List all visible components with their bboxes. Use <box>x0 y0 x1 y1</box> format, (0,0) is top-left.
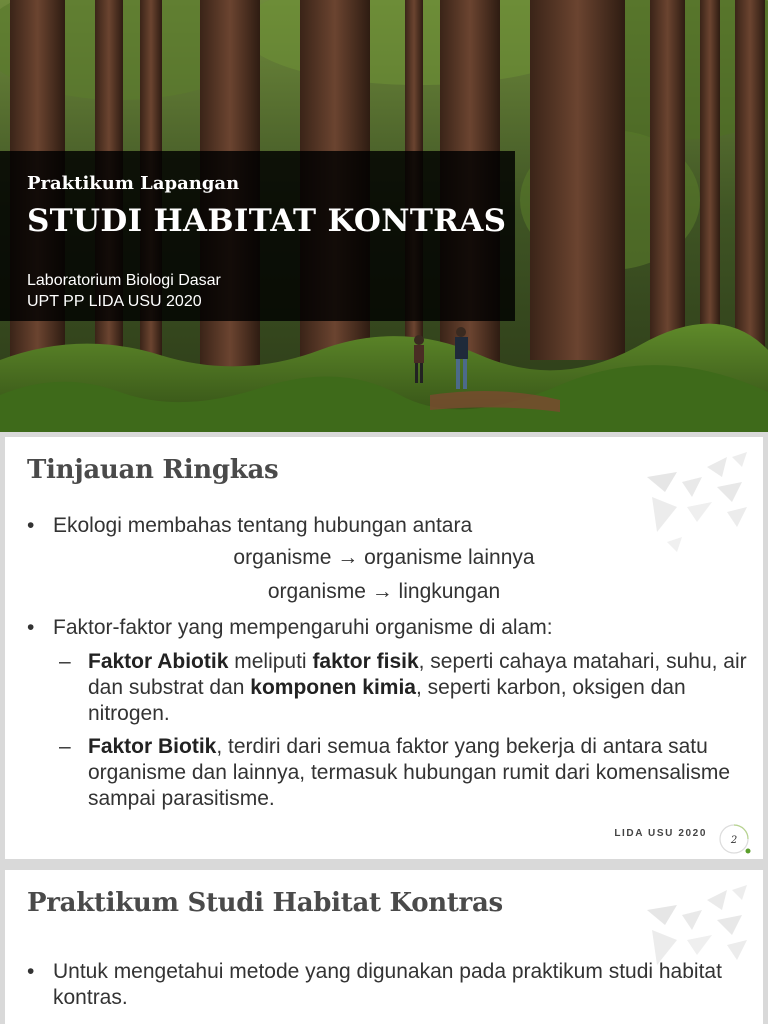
cover-slide <box>0 0 768 432</box>
slide-tinjauan-ringkas <box>5 437 763 859</box>
relation-line-1: organisme → organisme lainnya <box>233 546 535 569</box>
bullet-icon: • <box>27 960 35 983</box>
page-circle-icon <box>717 822 751 856</box>
biotik-text <box>88 734 748 812</box>
slide-heading: Praktikum Studi Habitat Kontras <box>27 888 503 918</box>
abiotik-text <box>88 649 748 727</box>
text-part: meliputi <box>228 650 313 673</box>
bullet-icon: • <box>27 514 35 537</box>
text-part: , seperti karbon, oksigen dan nitrogen. <box>88 676 686 725</box>
term-komponen-kimia: komponen kimia <box>250 676 416 699</box>
slide-heading: Tinjauan Ringkas <box>27 455 279 485</box>
cover-lab-line-2: UPT PP LIDA USU 2020 <box>27 293 202 310</box>
dash-icon: – <box>59 650 71 673</box>
dash-icon: – <box>59 735 71 758</box>
bullet-text: Ekologi membahas tentang hubungan antara <box>53 514 473 537</box>
page-number: 2 <box>730 835 738 846</box>
cover-lab-line-1: Laboratorium Biologi Dasar <box>27 272 221 289</box>
footer-label: LIDA USU 2020 <box>614 828 707 839</box>
text-part: , terdiri dari semua faktor yang bekerja di antara satu organisme dan lainnya, termasuk hubungan rumit dari komensalisme sampai parasitisme. <box>88 735 730 810</box>
cover-title: STUDI HABITAT KONTRAS <box>27 203 507 239</box>
relation-line-2: organisme → lingkungan <box>267 580 501 603</box>
term-faktor-fisik: faktor fisik <box>312 650 419 673</box>
text-part: , seperti cahaya matahari, suhu, air dan substrat dan <box>88 650 747 699</box>
bullet-text: Faktor-faktor yang mempengaruhi organisme di alam: <box>53 616 553 639</box>
term-faktor-biotik: Faktor Biotik <box>88 735 217 758</box>
term-faktor-abiotik: Faktor Abiotik <box>88 650 229 673</box>
cover-kicker: Praktikum Lapangan <box>27 173 240 194</box>
bullet-icon: • <box>27 616 35 639</box>
slide-praktikum <box>5 870 763 1024</box>
bullet-text: Untuk mengetahui metode yang digunakan pada praktikum studi habitat kontras. <box>53 960 722 1009</box>
